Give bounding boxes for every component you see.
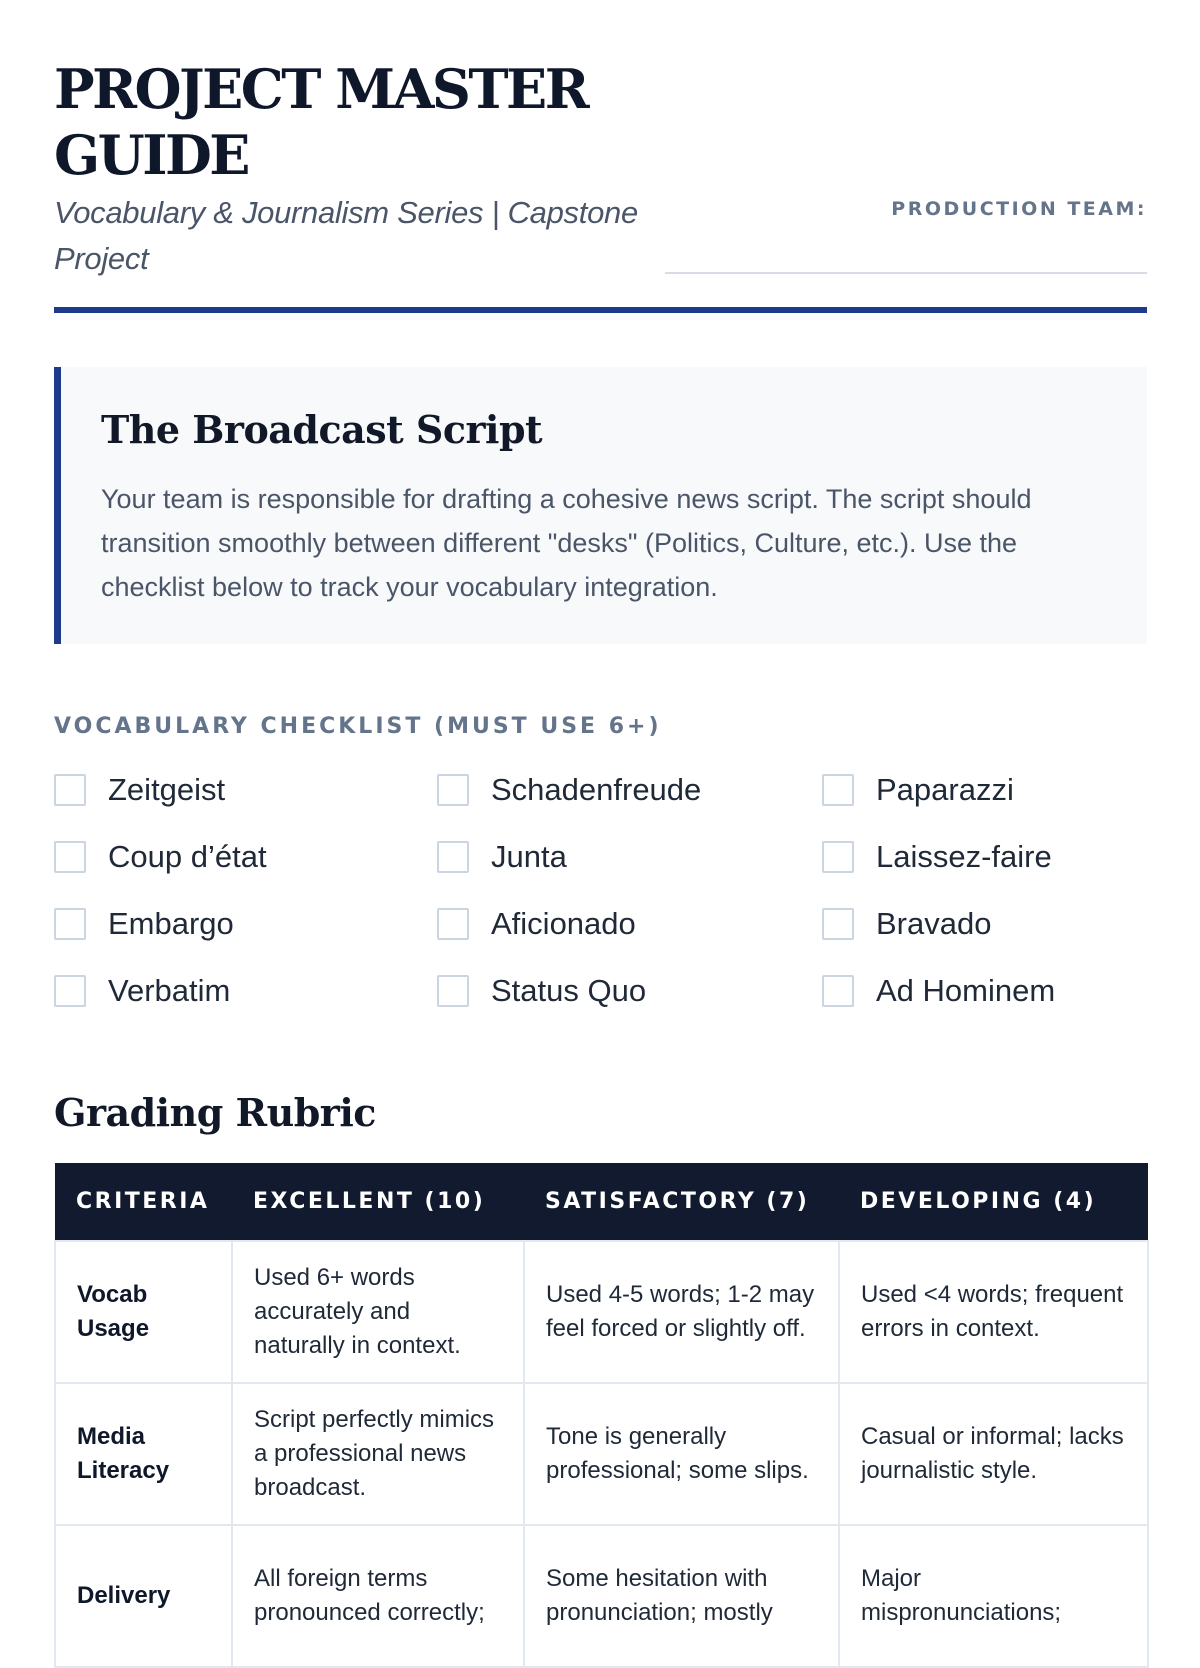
checklist-item[interactable] — [54, 904, 234, 944]
column-header-satisfactory: SATISFACTORY (7) — [524, 1163, 839, 1241]
checklist-item-label: Bravado — [876, 906, 992, 941]
satisfactory-cell: Some hesitation with pronunciation; mostly — [524, 1525, 839, 1667]
checklist-item-label: Zeitgeist — [108, 772, 226, 807]
developing-cell: Casual or informal; lacks journalistic style. — [839, 1383, 1148, 1525]
satisfactory-cell: Used 4-5 words; 1-2 may feel forced or slightly off. — [524, 1241, 839, 1383]
checklist-item-label: Status Quo — [491, 973, 647, 1008]
criteria-cell: Delivery — [55, 1525, 232, 1667]
developing-cell: Major mispronunciations; — [839, 1525, 1148, 1667]
checklist-item-label: Embargo — [108, 906, 234, 941]
checklist-item[interactable] — [54, 971, 230, 1011]
checklist-item-label: Paparazzi — [876, 772, 1014, 807]
checkbox[interactable] — [54, 841, 86, 873]
table-row — [55, 1383, 1148, 1525]
checklist-item[interactable] — [54, 770, 225, 810]
table-header-row — [55, 1163, 1148, 1241]
checkbox[interactable] — [54, 975, 86, 1007]
column-header-excellent: EXCELLENT (10) — [232, 1163, 524, 1241]
callout-title: The Broadcast Script — [101, 407, 543, 452]
checklist-item-label: Junta — [491, 839, 567, 874]
checkbox[interactable] — [822, 774, 854, 806]
checklist-item[interactable] — [437, 971, 646, 1011]
checklist-item[interactable] — [822, 770, 1014, 810]
criteria-cell: Vocab Usage — [55, 1241, 232, 1383]
checklist-item-label: Aficionado — [491, 906, 636, 941]
checkbox[interactable] — [437, 774, 469, 806]
production-team-input-line[interactable] — [665, 272, 1147, 274]
excellent-cell: Script perfectly mimics a professional news broadcast. — [232, 1383, 524, 1525]
checklist-item[interactable] — [822, 904, 991, 944]
checkbox[interactable] — [822, 841, 854, 873]
table-row — [55, 1525, 1148, 1667]
checklist-item-label: Ad Hominem — [876, 973, 1056, 1008]
checklist-item[interactable] — [437, 904, 636, 944]
checklist-item[interactable] — [822, 971, 1055, 1011]
checklist-heading: VOCABULARY CHECKLIST (MUST USE 6+) — [54, 714, 662, 739]
checkbox[interactable] — [822, 975, 854, 1007]
satisfactory-cell: Tone is generally professional; some slips. — [524, 1383, 839, 1525]
checklist-item[interactable] — [822, 837, 1052, 877]
rubric-title: Grading Rubric — [54, 1090, 376, 1135]
column-header-developing: DEVELOPING (4) — [839, 1163, 1148, 1241]
developing-cell: Used <4 words; frequent errors in context. — [839, 1241, 1148, 1383]
criteria-cell: Media Literacy — [55, 1383, 232, 1525]
checklist-item[interactable] — [437, 837, 567, 877]
page-title: PROJECT MASTER GUIDE — [54, 57, 588, 187]
broadcast-script-callout — [54, 367, 1147, 644]
checkbox[interactable] — [54, 774, 86, 806]
checklist-item[interactable] — [54, 837, 267, 877]
header-divider — [54, 307, 1147, 313]
checklist-item[interactable] — [437, 770, 701, 810]
page-subtitle: Vocabulary & Journalism Series | Capstone Project — [54, 195, 638, 276]
checkbox[interactable] — [437, 841, 469, 873]
checkbox[interactable] — [437, 908, 469, 940]
checklist-item-label: Laissez-faire — [876, 839, 1052, 874]
checklist-item-label: Verbatim — [108, 973, 231, 1008]
grading-rubric-table — [54, 1163, 1149, 1668]
production-team-label: PRODUCTION TEAM: — [891, 198, 1147, 220]
checklist-item-label: Coup d’état — [108, 839, 267, 874]
checkbox[interactable] — [54, 908, 86, 940]
checklist-item-label: Schadenfreude — [491, 772, 702, 807]
column-header-criteria: CRITERIA — [55, 1163, 232, 1241]
callout-text: Your team is responsible for drafting a cohesive news script. The script should transition smoothly between different "desks" (Politics, Culture, etc.). Use the checklist below to track your vocabulary integration. — [101, 484, 1032, 602]
excellent-cell: All foreign terms pronounced correctly; — [232, 1525, 524, 1667]
table-row — [55, 1241, 1148, 1383]
checkbox[interactable] — [437, 975, 469, 1007]
checkbox[interactable] — [822, 908, 854, 940]
excellent-cell: Used 6+ words accurately and naturally in context. — [232, 1241, 524, 1383]
page — [54, 0, 1147, 1626]
header — [54, 0, 1147, 315]
